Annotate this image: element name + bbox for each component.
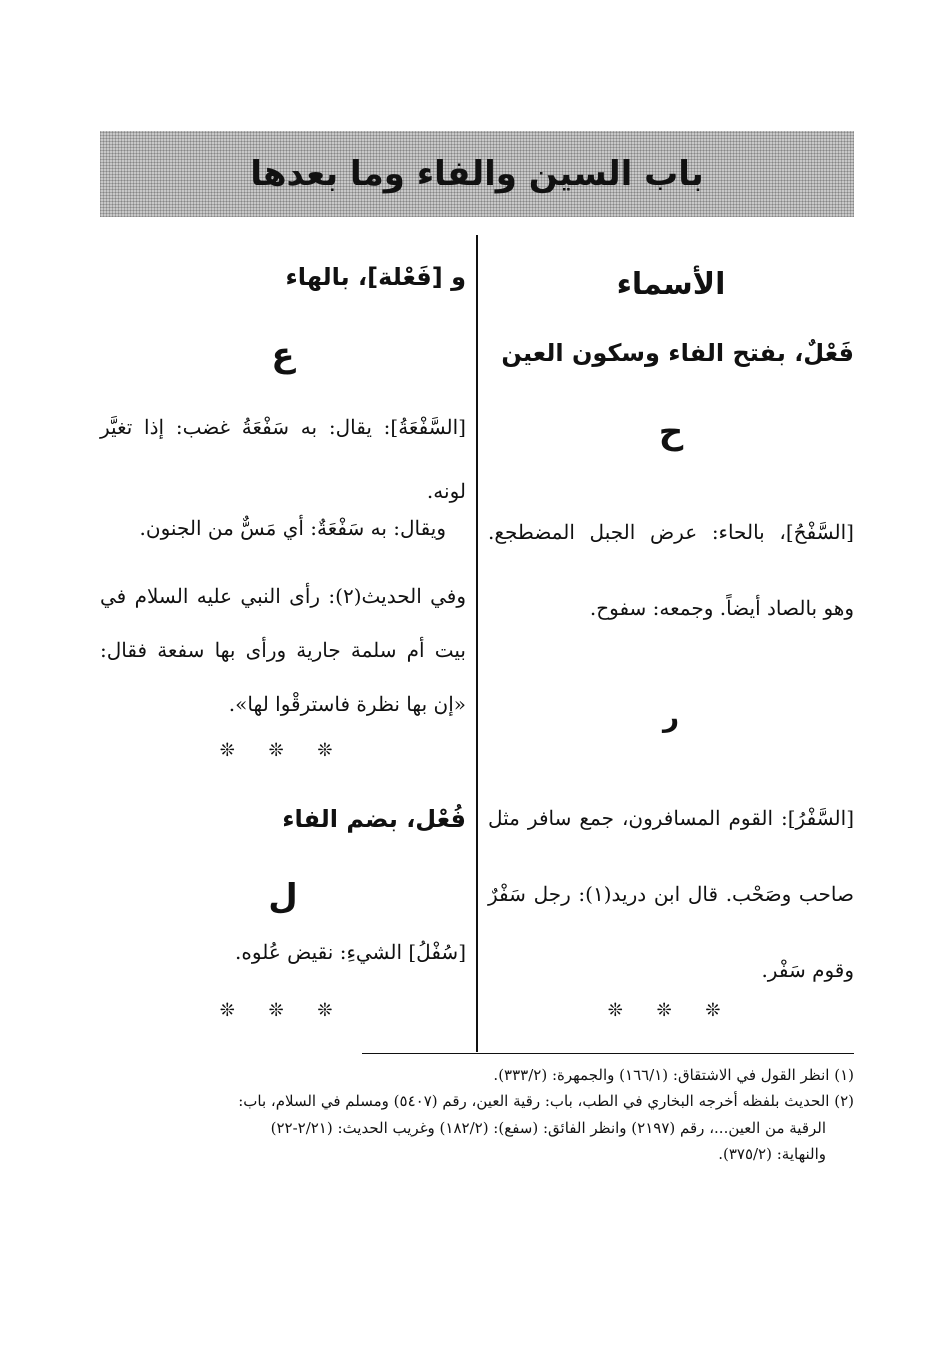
separator-stars: ❊ ❊ ❊ <box>219 1000 347 1021</box>
entry-saf-a-second: ويقال: به سَفْعَةٌ: أي مَسٌّ من الجنون. <box>139 516 446 540</box>
footnote-rule <box>362 1053 854 1054</box>
separator-stars: ❊ ❊ ❊ <box>607 1000 735 1021</box>
letter-heading-lam: ل <box>268 877 298 917</box>
section-title-nouns: الأسماء <box>616 267 726 302</box>
chapter-header-banner <box>100 131 854 217</box>
chapter-title: باب السين والفاء وما بعدها <box>250 154 704 194</box>
entry-hadith: وفي الحديث(٢): رأى النبي عليه السلام في بيت أم سلمة جارية ورأى بها سفعة فقال: «إن بها نظرة فاسترقْوا لها». <box>100 584 466 716</box>
column-divider <box>476 235 478 1052</box>
separator-stars: ❊ ❊ ❊ <box>219 740 347 761</box>
footnote-1: (١) انظر القول في الاشتقاق: (١٦٦/١) والجمهرة: (٣٣٣/٢). <box>493 1066 854 1084</box>
footnote-2-line-2: الرقية من العين...، رقم (٢١٩٧) وانظر الفائق: (سفع): (١٨٢/٢) وغريب الحديث: (٢/٢١-٢٢) <box>270 1118 826 1137</box>
letter-heading-ha: ح <box>658 412 684 452</box>
footnote-2-line-3: والنهاية: (٣٧٥/٢). <box>718 1144 826 1163</box>
entry-safh: [السَّفْحُ]، بالحاء: عرض الجبل المضطجع. وهو بالصاد أيضاً. وجمعه: سفوح. <box>488 520 854 620</box>
pattern-heading-fal: فَعْلٌ، بفتح الفاء وسكون العين <box>501 339 854 367</box>
entry-safr: [السَّفْرُ]: القوم المسافرون، جمع سافر مثل صاحب وصَحْب. قال ابن دريد(١): رجل سَفْرٌ وقوم سَفْر. <box>488 806 854 982</box>
footnotes <box>100 1062 854 1167</box>
pattern-heading-fala: و [فَعْلة]، بالهاء <box>285 263 466 291</box>
entry-sufl: [سُفْلُ] الشيءِ: نقيض عُلوه. <box>235 940 466 964</box>
footnote-2-line-1: (٢) الحديث بلفظه أخرجه البخاري في الطب، باب: رقية العين، رقم (٥٤٠٧) ومسلم في السلام، باب: <box>238 1092 854 1111</box>
letter-heading-ra: ر <box>662 700 680 733</box>
entry-saf-a: [السَّفْعَةُ]: يقال: به سَفْعَةُ غضب: إذا تغيَّر لونه. <box>100 415 466 503</box>
pattern-heading-ful: فُعْل، بضم الفاء <box>282 805 466 833</box>
letter-heading-ain: ع <box>271 335 295 375</box>
